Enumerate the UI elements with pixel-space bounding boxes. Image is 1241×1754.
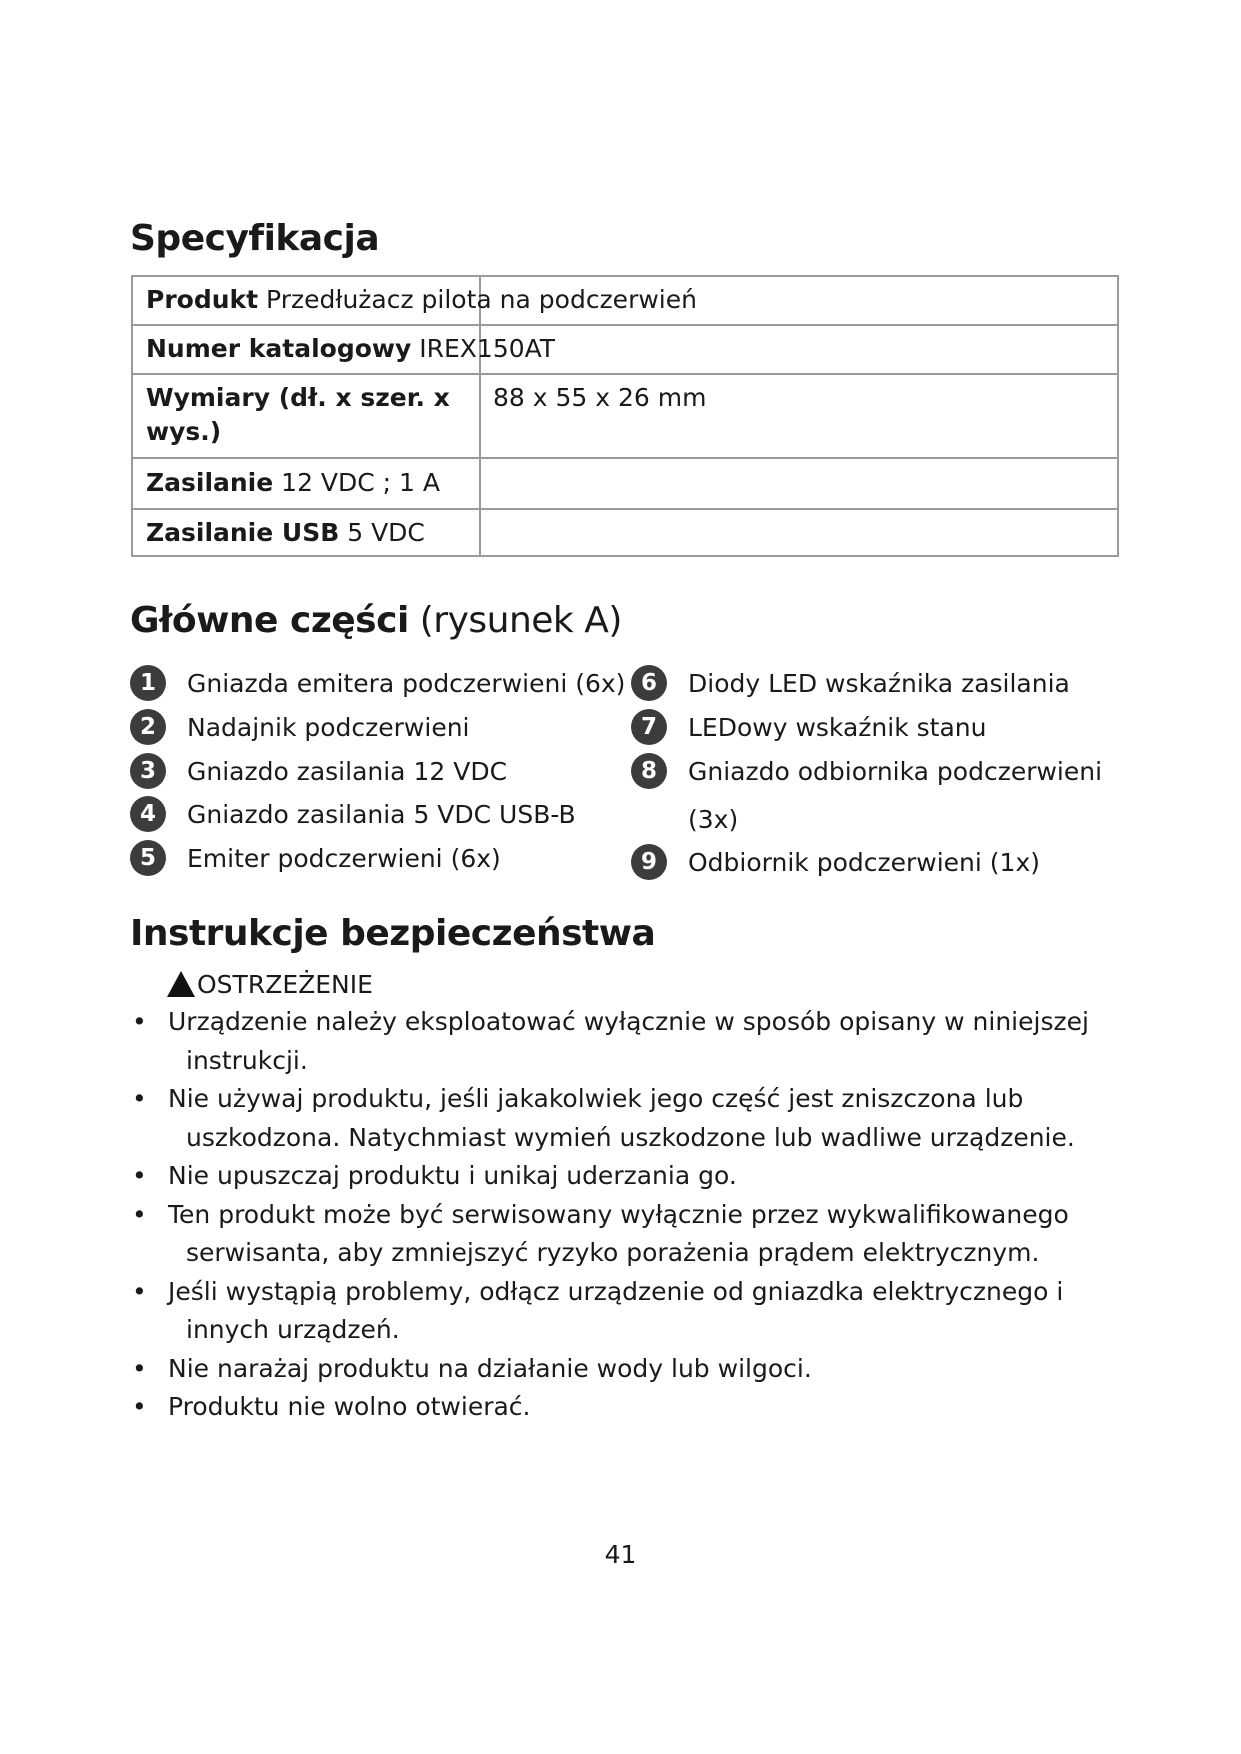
warning-label: OSTRZEŻENIE xyxy=(197,970,373,999)
list-item-text-cont: instrukcji. xyxy=(186,1045,308,1075)
page-number: 41 xyxy=(604,1540,637,1569)
part-label: Gniazda emitera podczerwieni (6x) xyxy=(187,669,626,698)
list-item-text: Produktu nie wolno otwierać. xyxy=(168,1392,531,1421)
parts-title xyxy=(130,600,622,641)
list-item xyxy=(130,1157,1090,1196)
list-item-text-cont: serwisanta, aby zmniejszyć ryzyko porażenia prądem elektrycznym. xyxy=(186,1238,1040,1267)
spec-label: Wymiary (dł. x szer. x xyxy=(146,383,450,412)
spec-row-product xyxy=(133,277,1117,326)
list-item xyxy=(130,1388,1090,1427)
part-label: Odbiornik podczerwieni (1x) xyxy=(688,848,1040,877)
list-item xyxy=(130,1273,1090,1350)
spec-label: Zasilanie xyxy=(146,468,274,497)
safety-title: Instrukcje bezpieczeństwa xyxy=(130,913,656,954)
spec-value: 5 VDC xyxy=(339,518,425,547)
part-label-cont: (3x) xyxy=(688,805,739,834)
number-5-icon: 5 xyxy=(130,840,166,876)
spec-label: Zasilanie USB xyxy=(146,518,340,547)
number-3-icon: 3 xyxy=(130,753,166,789)
list-item xyxy=(130,1080,1090,1157)
number-9-icon: 9 xyxy=(631,844,667,880)
spec-row-usb-power xyxy=(133,510,1117,555)
part-label: LEDowy wskaźnik stanu xyxy=(688,713,987,742)
spec-title: Specyfikacja xyxy=(130,218,380,259)
list-item-text: Nie narażaj produktu na działanie wody lub wilgoci. xyxy=(168,1353,812,1383)
number-1-icon: 1 xyxy=(130,665,166,701)
number-2-icon: 2 xyxy=(130,709,166,745)
warning-heading xyxy=(167,968,373,1002)
number-7-icon: 7 xyxy=(631,709,667,745)
spec-row-dimensions xyxy=(133,375,1117,459)
part-label: Emiter podczerwieni (6x) xyxy=(187,844,501,873)
spec-label-cont: wys.) xyxy=(146,417,222,446)
list-item xyxy=(130,1196,1090,1273)
spec-value: 12 VDC ; 1 A xyxy=(273,468,441,497)
safety-list xyxy=(130,1003,1090,1427)
part-label: Gniazdo zasilania 5 VDC USB-B xyxy=(187,800,576,829)
part-label: Diody LED wskaźnika zasilania xyxy=(688,669,1070,698)
list-item xyxy=(130,1003,1090,1080)
spec-value: Przedłużacz pilota na podczerwień xyxy=(258,285,697,314)
parts-title-bold: Główne części xyxy=(130,600,409,641)
number-6-icon: 6 xyxy=(631,665,667,701)
warning-triangle-icon xyxy=(167,971,195,997)
list-item-text-cont: uszkodzona. Natychmiast wymień uszkodzone lub wadliwe urządzenie. xyxy=(186,1122,1075,1152)
list-item-text: Nie upuszczaj produktu i unikaj uderzania go. xyxy=(168,1161,737,1190)
spec-table xyxy=(131,275,1119,557)
list-item xyxy=(130,1350,1090,1389)
list-item-text-cont: innych urządzeń. xyxy=(186,1315,400,1344)
spec-label: Numer katalogowy xyxy=(146,334,412,363)
spec-row-power xyxy=(133,459,1117,510)
spec-row-catalog xyxy=(133,326,1117,375)
spec-value: 88 x 55 x 26 mm xyxy=(493,383,707,412)
spec-value: IREX150AT xyxy=(411,334,556,363)
part-label: Gniazdo zasilania 12 VDC xyxy=(187,757,508,786)
list-item-text: Urządzenie należy eksploatować wyłącznie w sposób opisany w niniejszej xyxy=(168,1007,1089,1036)
number-8-icon: 8 xyxy=(631,753,667,789)
part-label: Gniazdo odbiornika podczerwieni xyxy=(688,757,1103,786)
spec-label: Produkt xyxy=(146,285,259,314)
parts-title-light: (rysunek A) xyxy=(408,600,622,641)
list-item-text: Jeśli wystąpią problemy, odłącz urządzenie od gniazdka elektrycznego i xyxy=(168,1276,1064,1306)
part-label: Nadajnik podczerwieni xyxy=(187,713,470,742)
list-item-text: Nie używaj produktu, jeśli jakakolwiek jego część jest zniszczona lub xyxy=(168,1084,1024,1113)
number-4-icon: 4 xyxy=(130,796,166,832)
list-item-text: Ten produkt może być serwisowany wyłącznie przez wykwalifikowanego xyxy=(168,1199,1069,1229)
